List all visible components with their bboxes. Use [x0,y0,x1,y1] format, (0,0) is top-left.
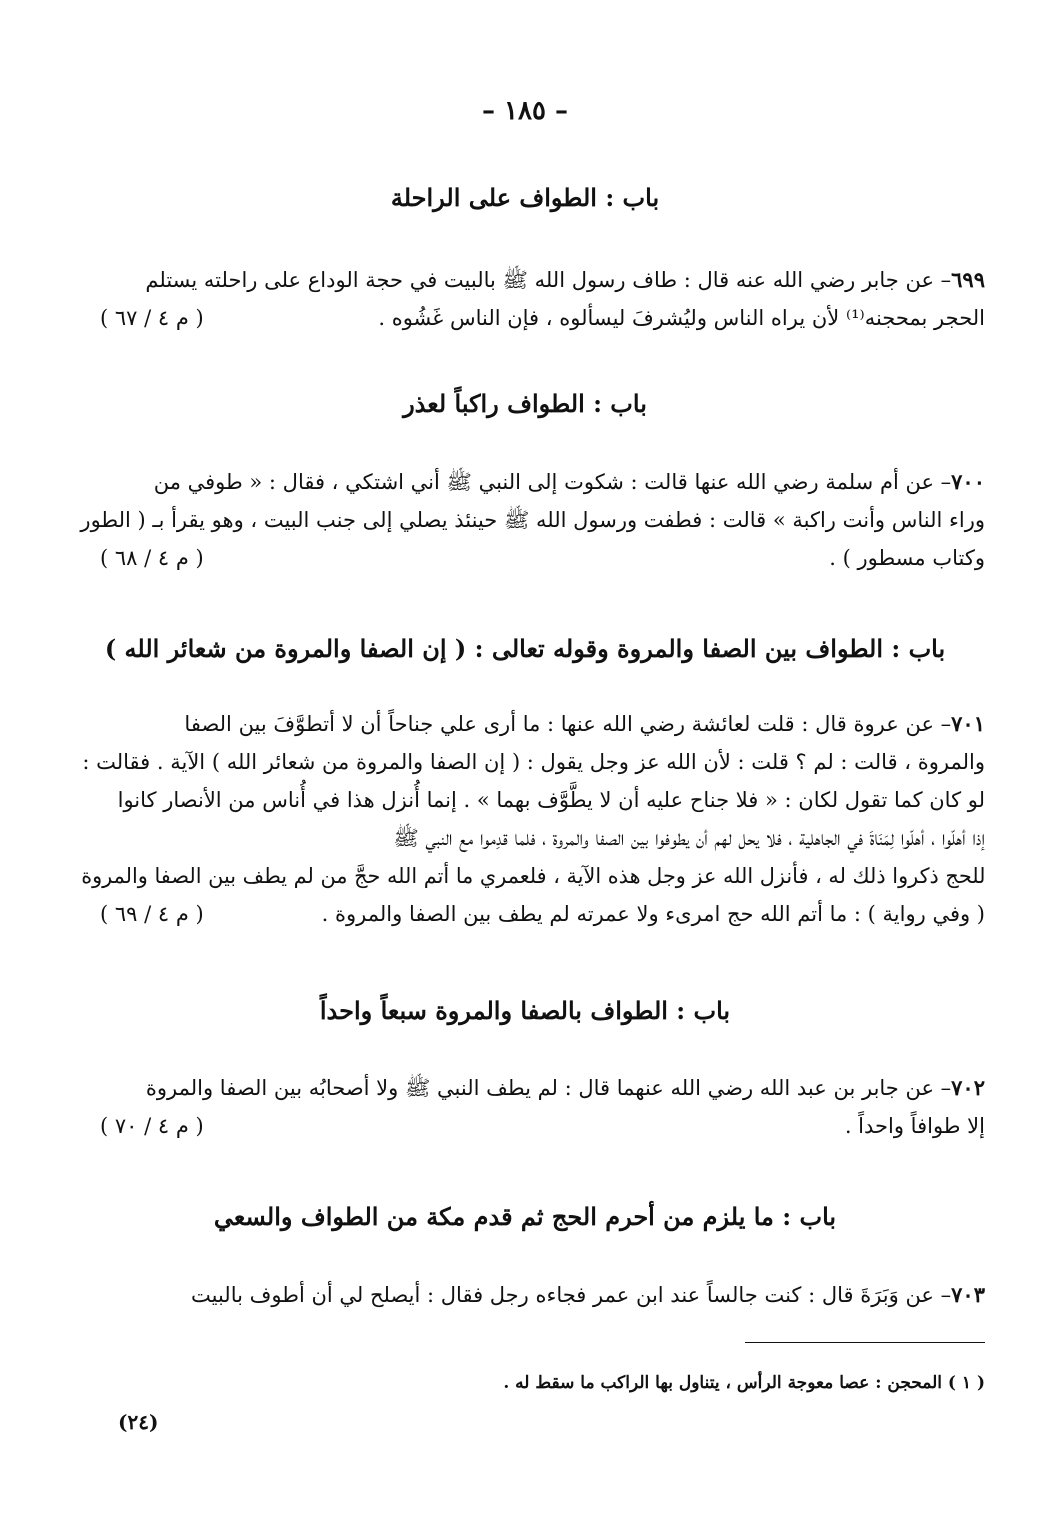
section-heading: باب : ما يلزم من أحرم الحج ثم قدم مكة من الطواف والسعي [213,1202,837,1231]
section-heading: باب : الطواف راكباً لعذر [403,389,647,418]
line-text: – عن جابر بن عبد الله رضي الله عنهما قال : لم يطف النبي ﷺ ولا أصحابُه بين الصفا والمروة [145,1076,952,1100]
footnote: ( ١ ) المحجن : عصا معوجة الرأس ، يتناول بها الراكب ما سقط له . [503,1373,985,1393]
line-text: وراء الناس وأنت راكبة » قالت : فطفت ورسول الله ﷺ حينئذ يصلي إلى جنب البيت ، وهو يقرأ بـ ( الطور [80,508,985,532]
text-line [80,743,985,781]
hadith-number: ٦٩٩ [951,267,985,292]
footnote-divider [745,1342,985,1343]
text-line [80,895,985,933]
line-text: – عن عروة قال : قلت لعائشة رضي الله عنها : ما أرى علي جناحاً أن لا أتطوَّفَ بين الصفا [184,712,952,736]
text-line [80,705,985,743]
line-text: – عن أم سلمة رضي الله عنها قالت : شكوت إلى النبي ﷺ أني اشتكي ، فقال : « طوفي من [153,470,952,494]
line-text: والمروة ، قالت : لم ؟ قلت : لأن الله عز وجل يقول : ( إن الصفا والمروة من شعائر الله ) الآية . فقالت : [82,750,985,774]
line-text: وكتاب مسطور ) . [829,546,985,570]
text-line [80,1069,985,1107]
text-line [80,463,985,501]
line-text: لو كان كما تقول لكان : « فلا جناح عليه أن لا يطَّوَّف بهما » . إنما أُنزل هذا في أُناس من الأنصار كانوا [117,788,985,812]
source-reference: ( م ٤ / ٦٩ ) [100,902,204,926]
hadith-paragraph [80,1069,985,1145]
text-line [80,857,985,895]
hadith-paragraph [80,261,985,337]
text-line [80,501,985,539]
hadith-paragraph [80,1276,985,1314]
line-text: للحج ذكروا ذلك له ، فأنزل الله عز وجل هذه الآية ، فلعمري ما أتم الله حجَّ من لم يطف بين الصفا والمروة [80,864,985,888]
line-text: – عن جابر رضي الله عنه قال : طاف رسول الله ﷺ بالبيت في حجة الوداع على راحلته يستلم [145,268,952,292]
text-line [80,1276,985,1314]
hadith-paragraph [80,705,985,933]
section-heading: باب : الطواف بين الصفا والمروة وقوله تعالى : ( إن الصفا والمروة من شعائر الله ) [104,634,946,663]
hadith-paragraph [80,463,985,577]
text-line [80,539,985,577]
text-line [80,261,985,299]
text-line [80,1107,985,1145]
text-line [80,781,985,819]
source-reference: ( م ٤ / ٦٧ ) [100,306,204,330]
section-heading: باب : الطواف على الراحلة [390,183,660,212]
line-text: إلا طوافاً واحداً . [844,1114,985,1138]
section-heading: باب : الطواف بالصفا والمروة سبعاً واحداً [319,996,731,1025]
hadith-number: ٧٠٢ [951,1075,985,1100]
text-line [80,299,985,337]
source-reference: ( م ٤ / ٧٠ ) [100,1114,204,1138]
hadith-number: ٧٠٣ [951,1282,985,1307]
line-text: الحجر بمحجنه⁽¹⁾ لأن يراه الناس وليُشرفَ ليسألوه ، فإن الناس غَشُوه . [378,306,985,330]
text-line [80,819,985,857]
source-reference: ( م ٤ / ٦٨ ) [100,546,204,570]
line-text: إذا أهلّوا ، أهلّوا لِمَنَاةَ في الجاهلية ، فلا يحل لهم أن يطوفوا بين الصفا والمروة ، فلما قدِموا مع النبي ﷺ [393,826,985,850]
line-text: – عن وَبَرَةَ قال : كنت جالساً عند ابن عمر فجاءه رجل فقال : أيصلح لي أن أطوف بالبيت [191,1283,952,1307]
hadith-number: ٧٠٠ [951,469,985,494]
page-number: – ١٨٥ – [481,96,569,126]
line-text: ( وفي رواية ) : ما أتم الله حج امرىء ولا عمرته لم يطف بين الصفا والمروة . [321,902,985,926]
hadith-number: ٧٠١ [951,711,985,736]
sheet-number: (٢٤) [118,1410,159,1434]
